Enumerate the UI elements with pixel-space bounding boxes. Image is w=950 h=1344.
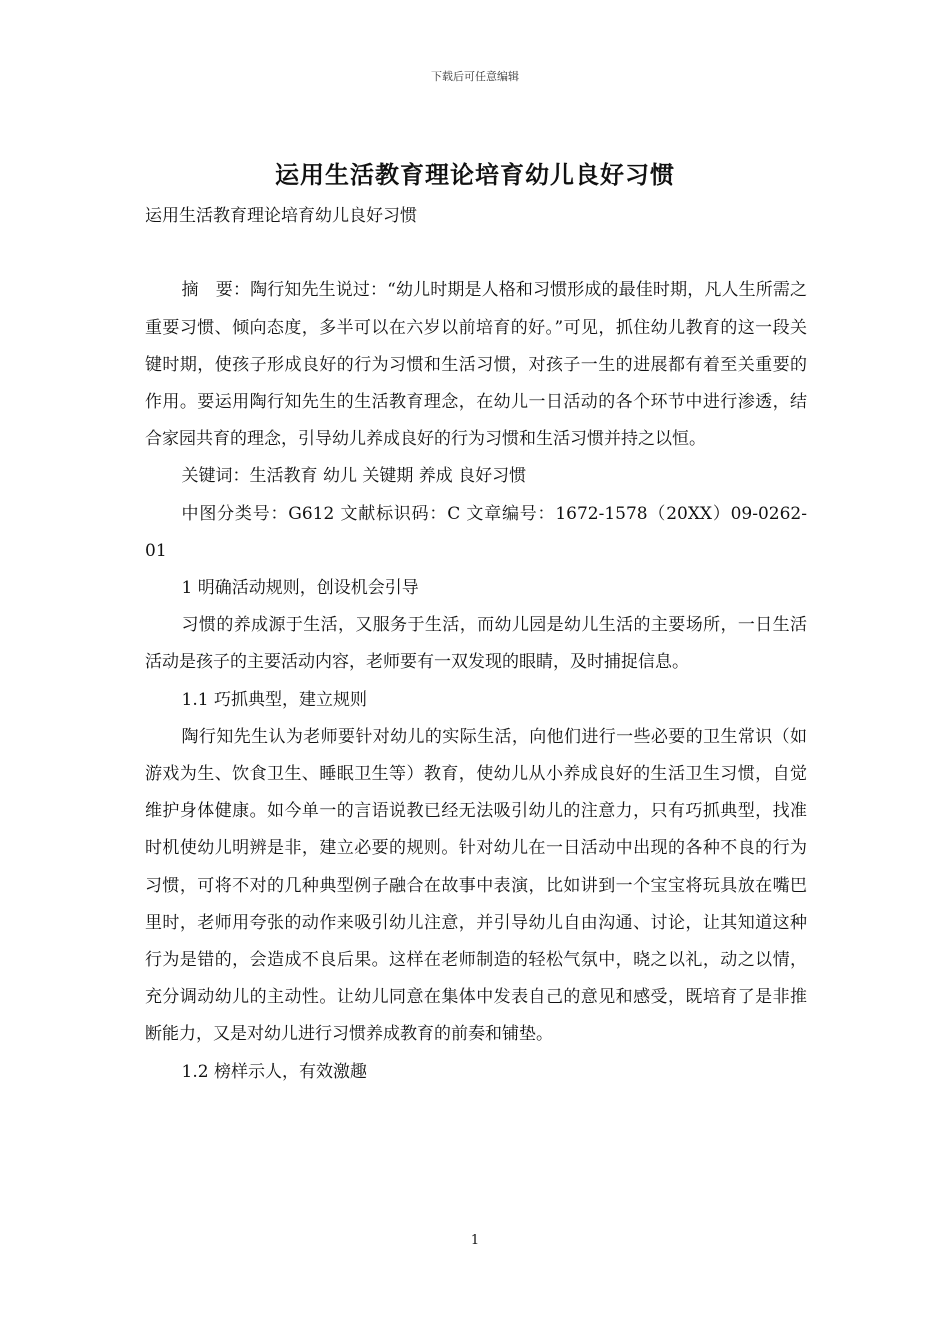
keywords-line: 关键词：生活教育 幼儿 关键期 养成 良好习惯 (181, 466, 527, 487)
subtitle: 运用生活教育理论培育幼儿良好习惯 (145, 206, 417, 226)
header-note: 下载后可任意编辑 (431, 70, 519, 83)
page-number: 1 (470, 1233, 480, 1248)
abstract-paragraph: 摘 要：陶行知先生说过：“幼儿时期是人格和习惯形成的最佳时期，凡人生所需之重要习惯、倾向态度，多半可以在六岁以前培育的好。”可见，抓住幼儿教育的这一段关键时期，使孩子形成良好的行为习惯和生活习惯，对孩子一生的进展都有着至关重要的作用。要运用陶行知先生的生活教育理念，在幼儿一日活动的各个环节中进行渗透，结合家园共育的理念，引导幼儿养成良好的行为习惯和生活习惯并持之以恒。 (145, 280, 807, 450)
section-1-1-paragraph: 陶行知先生认为老师要针对幼儿的实际生活，向他们进行一些必要的卫生常识（如游戏为生、饮食卫生、睡眠卫生等）教育，使幼儿从小养成良好的生活卫生习惯，自觉维护身体健康。如今单一的言语说教已经无法吸引幼儿的注意力，只有巧抓典型，找准时机使幼儿明辨是非，建立必要的规则。针对幼儿在一日活动中出现的各种不良的行为习惯，可将不对的几种典型例子融合在故事中表演，比如讲到一个宝宝将玩具放在嘴巴里时，老师用夸张的动作来吸引幼儿注意，并引导幼儿自由沟通、讨论，让其知道这种行为是错的，会造成不良后果。这样在老师制造的轻松气氛中，晓之以礼，动之以情，充分调动幼儿的主动性。让幼儿同意在集体中发表自己的意见和感受，既培育了是非推断能力，又是对幼儿进行习惯养成教育的前奏和铺垫。 (145, 726, 807, 1045)
document-title: 运用生活教育理论培育幼儿良好习惯 (275, 161, 675, 189)
section-heading-1: 1 明确活动规则，创设机会引导 (181, 578, 419, 599)
section-heading-1-1: 1.1 巧抓典型，建立规则 (181, 689, 367, 710)
classification-line: 中图分类号：G612 文献标识码：C 文章编号：1672-1578（20XX）09-0262-01 (145, 503, 807, 561)
section-1-paragraph: 习惯的养成源于生活，又服务于生活，而幼儿园是幼儿生活的主要场所，一日生活活动是孩子的主要活动内容，老师要有一双发现的眼睛，及时捕捉信息。 (145, 615, 807, 673)
section-heading-1-2: 1.2 榜样示人，有效激趣 (181, 1061, 367, 1082)
document-body (145, 198, 807, 1091)
